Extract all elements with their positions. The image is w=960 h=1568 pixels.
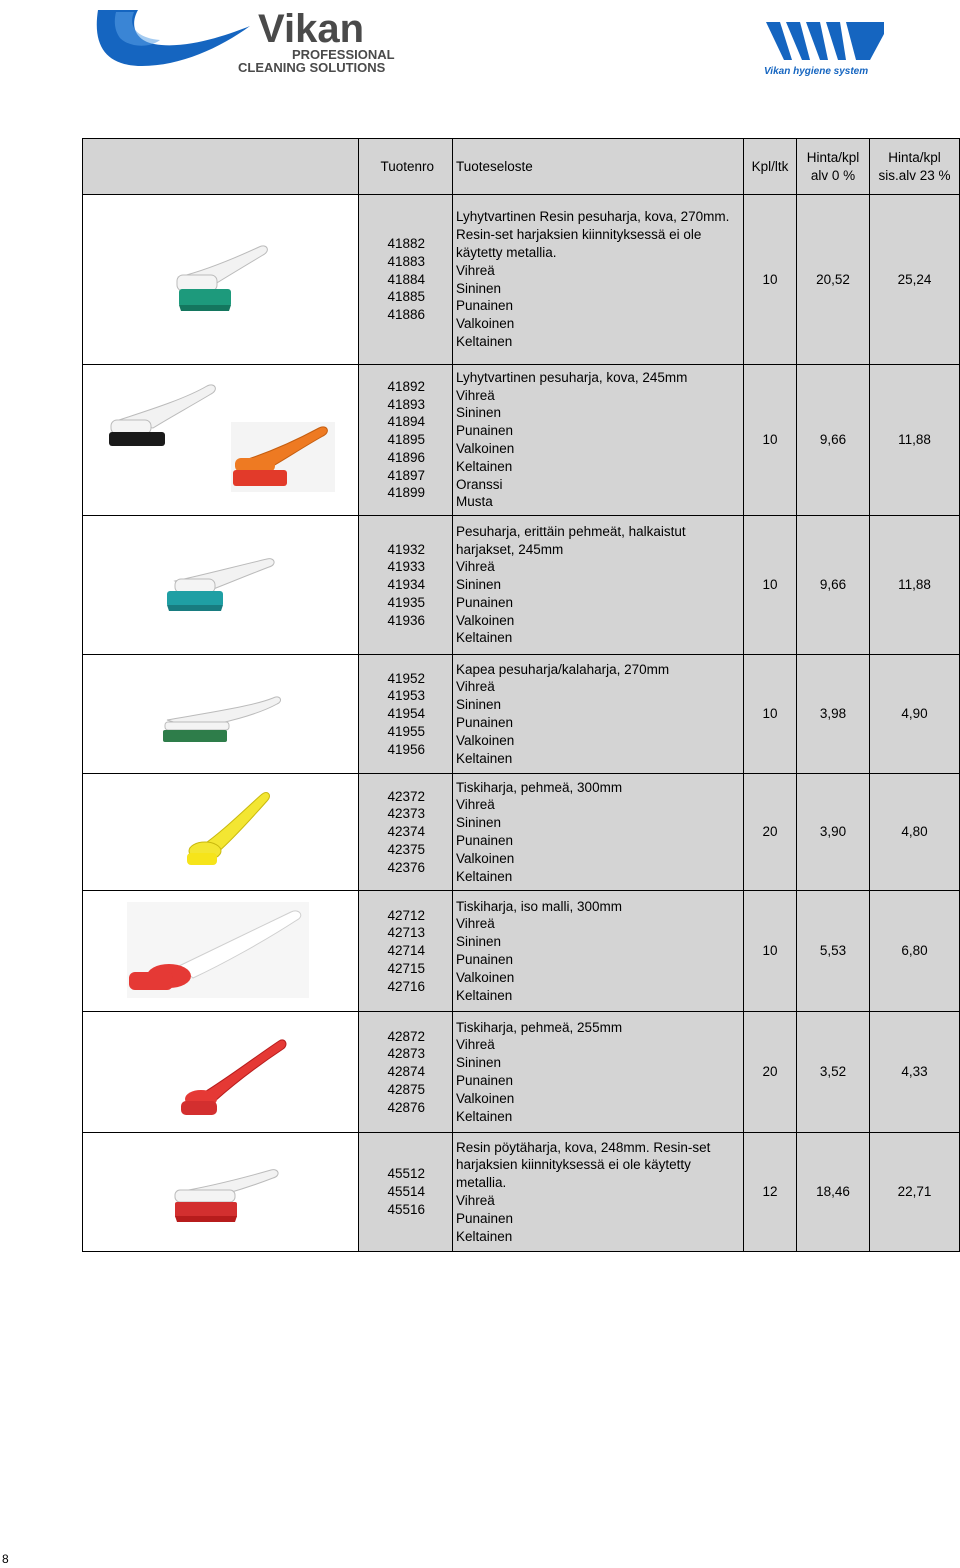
dish-brush-red-image [83,1013,359,1131]
product-description: Lyhytvartinen pesuharja, kova, 245mm Vihreä Sininen Punainen Valkoinen Keltainen Oranssi Musta [453,365,744,516]
price-incl-vat: 4,80 [870,774,960,891]
header-pack-size: Kpl/ltk [744,139,797,195]
dish-brush-yellow-image [83,775,359,889]
header-price-excl-vat: Hinta/kpl alv 0 % [797,139,870,195]
brand-name: Vikan [258,7,364,51]
price-excl-vat: 9,66 [797,365,870,516]
price-excl-vat: 5,53 [797,891,870,1012]
short-handle-brush-black-and-orange-image [83,366,359,514]
vikan-hygiene-system-logo [760,14,890,80]
product-numbers: 41932 41933 41934 41935 41936 [359,516,453,655]
price-incl-vat: 11,88 [870,365,960,516]
product-description: Tiskiharja, iso malli, 300mm Vihreä Sininen Punainen Valkoinen Keltainen [453,891,744,1012]
product-title: Kapea pesuharja/kalaharja, 270mm [456,661,670,677]
price-excl-vat: 3,52 [797,1012,870,1133]
brand-tagline-2: CLEANING SOLUTIONS [238,60,386,75]
table-row [83,195,960,365]
pack-size: 10 [744,195,797,365]
product-description: Pesuharja, erittäin pehmeät, halkaistut harjakset, 245mm Vihreä Sininen Punainen Valkoinen Keltainen [453,516,744,655]
price-incl-vat: 4,90 [870,655,960,774]
product-title: Lyhytvartinen pesuharja, kova, 245mm [456,369,688,385]
header-product-number: Tuotenro [359,139,453,195]
price-excl-vat: 18,46 [797,1133,870,1252]
table-row [83,891,960,1012]
product-image-cell [83,365,359,516]
pack-size: 10 [744,655,797,774]
product-image-cell [83,774,359,891]
product-title: Tiskiharja, pehmeä, 300mm [456,779,623,795]
product-numbers: 41892 41893 41894 41895 41896 41897 41899 [359,365,453,516]
product-image-cell [83,195,359,365]
product-numbers: 42872 42873 42874 42875 42876 [359,1012,453,1133]
product-title: Pesuharja, erittäin pehmeät, halkaistut harjakset, 245mm [456,523,686,557]
header-image-column [83,139,359,195]
system-name: Vikan hygiene system [764,66,869,77]
pack-size: 20 [744,1012,797,1133]
vikan-swoosh-icon [97,10,250,66]
table-row [83,365,960,516]
table-header-row [83,139,960,195]
product-image-cell [83,516,359,655]
price-excl-vat: 9,66 [797,516,870,655]
product-description: Resin pöytäharja, kova, 248mm. Resin-set harjaksien kiinnityksessä ei ole käytetty metallia. Vihreä Punainen Keltainen [453,1133,744,1252]
table-row [83,655,960,774]
brand-tagline-1: PROFESSIONAL [292,47,395,62]
pack-size: 12 [744,1133,797,1252]
header-price-incl-vat: Hinta/kpl sis.alv 23 % [870,139,960,195]
product-title: Resin pöytäharja, kova, 248mm. Resin-set harjaksien kiinnityksessä ei ole käytetty metallia. [456,1139,711,1191]
product-description: Tiskiharja, pehmeä, 300mm Vihreä Sininen Punainen Valkoinen Keltainen [453,774,744,891]
product-numbers: 42712 42713 42714 42715 42716 [359,891,453,1012]
price-incl-vat: 25,24 [870,195,960,365]
product-title: Tiskiharja, pehmeä, 255mm [456,1019,623,1035]
product-image-cell [83,1012,359,1133]
short-handle-brush-green-image [83,197,359,363]
product-numbers: 45512 45514 45516 [359,1133,453,1252]
table-row [83,774,960,891]
product-description: Kapea pesuharja/kalaharja, 270mm Vihreä Sininen Punainen Valkoinen Keltainen [453,655,744,774]
table-row [83,1133,960,1252]
price-incl-vat: 11,88 [870,516,960,655]
price-incl-vat: 4,33 [870,1012,960,1133]
product-numbers: 41952 41953 41954 41955 41956 [359,655,453,774]
vhs-stripes-icon [766,22,884,60]
vikan-logo [90,4,430,76]
table-brush-red-image [83,1134,359,1250]
narrow-brush-green-image [83,656,359,772]
price-excl-vat: 20,52 [797,195,870,365]
price-excl-vat: 3,98 [797,655,870,774]
product-image-cell [83,891,359,1012]
product-image-cell [83,655,359,774]
price-incl-vat: 22,71 [870,1133,960,1252]
soft-brush-teal-image [83,517,359,653]
table-row [83,516,960,655]
product-title: Tiskiharja, iso malli, 300mm [456,898,623,914]
pack-size: 10 [744,516,797,655]
product-numbers: 42372 42373 42374 42375 42376 [359,774,453,891]
price-incl-vat: 6,80 [870,891,960,1012]
table-row [83,1012,960,1133]
product-description: Tiskiharja, pehmeä, 255mm Vihreä Sininen Punainen Valkoinen Keltainen [453,1012,744,1133]
header-description: Tuoteseloste [453,139,744,195]
product-table [82,138,960,1252]
pack-size: 10 [744,891,797,1012]
pack-size: 20 [744,774,797,891]
product-image-cell [83,1133,359,1252]
pack-size: 10 [744,365,797,516]
dish-brush-large-red-image [83,892,359,1010]
product-description: Lyhytvartinen Resin pesuharja, kova, 270mm. Resin-set harjaksien kiinnityksessä ei ole käytetty metallia. Vihreä Sininen Punainen Valkoinen Keltainen [453,195,744,365]
product-numbers: 41882 41883 41884 41885 41886 [359,195,453,365]
page-number: 8 [2,1552,9,1566]
price-excl-vat: 3,90 [797,774,870,891]
product-title: Lyhytvartinen Resin pesuharja, kova, 270mm. Resin-set harjaksien kiinnityksessä ei ole käytetty metallia. [456,209,730,260]
